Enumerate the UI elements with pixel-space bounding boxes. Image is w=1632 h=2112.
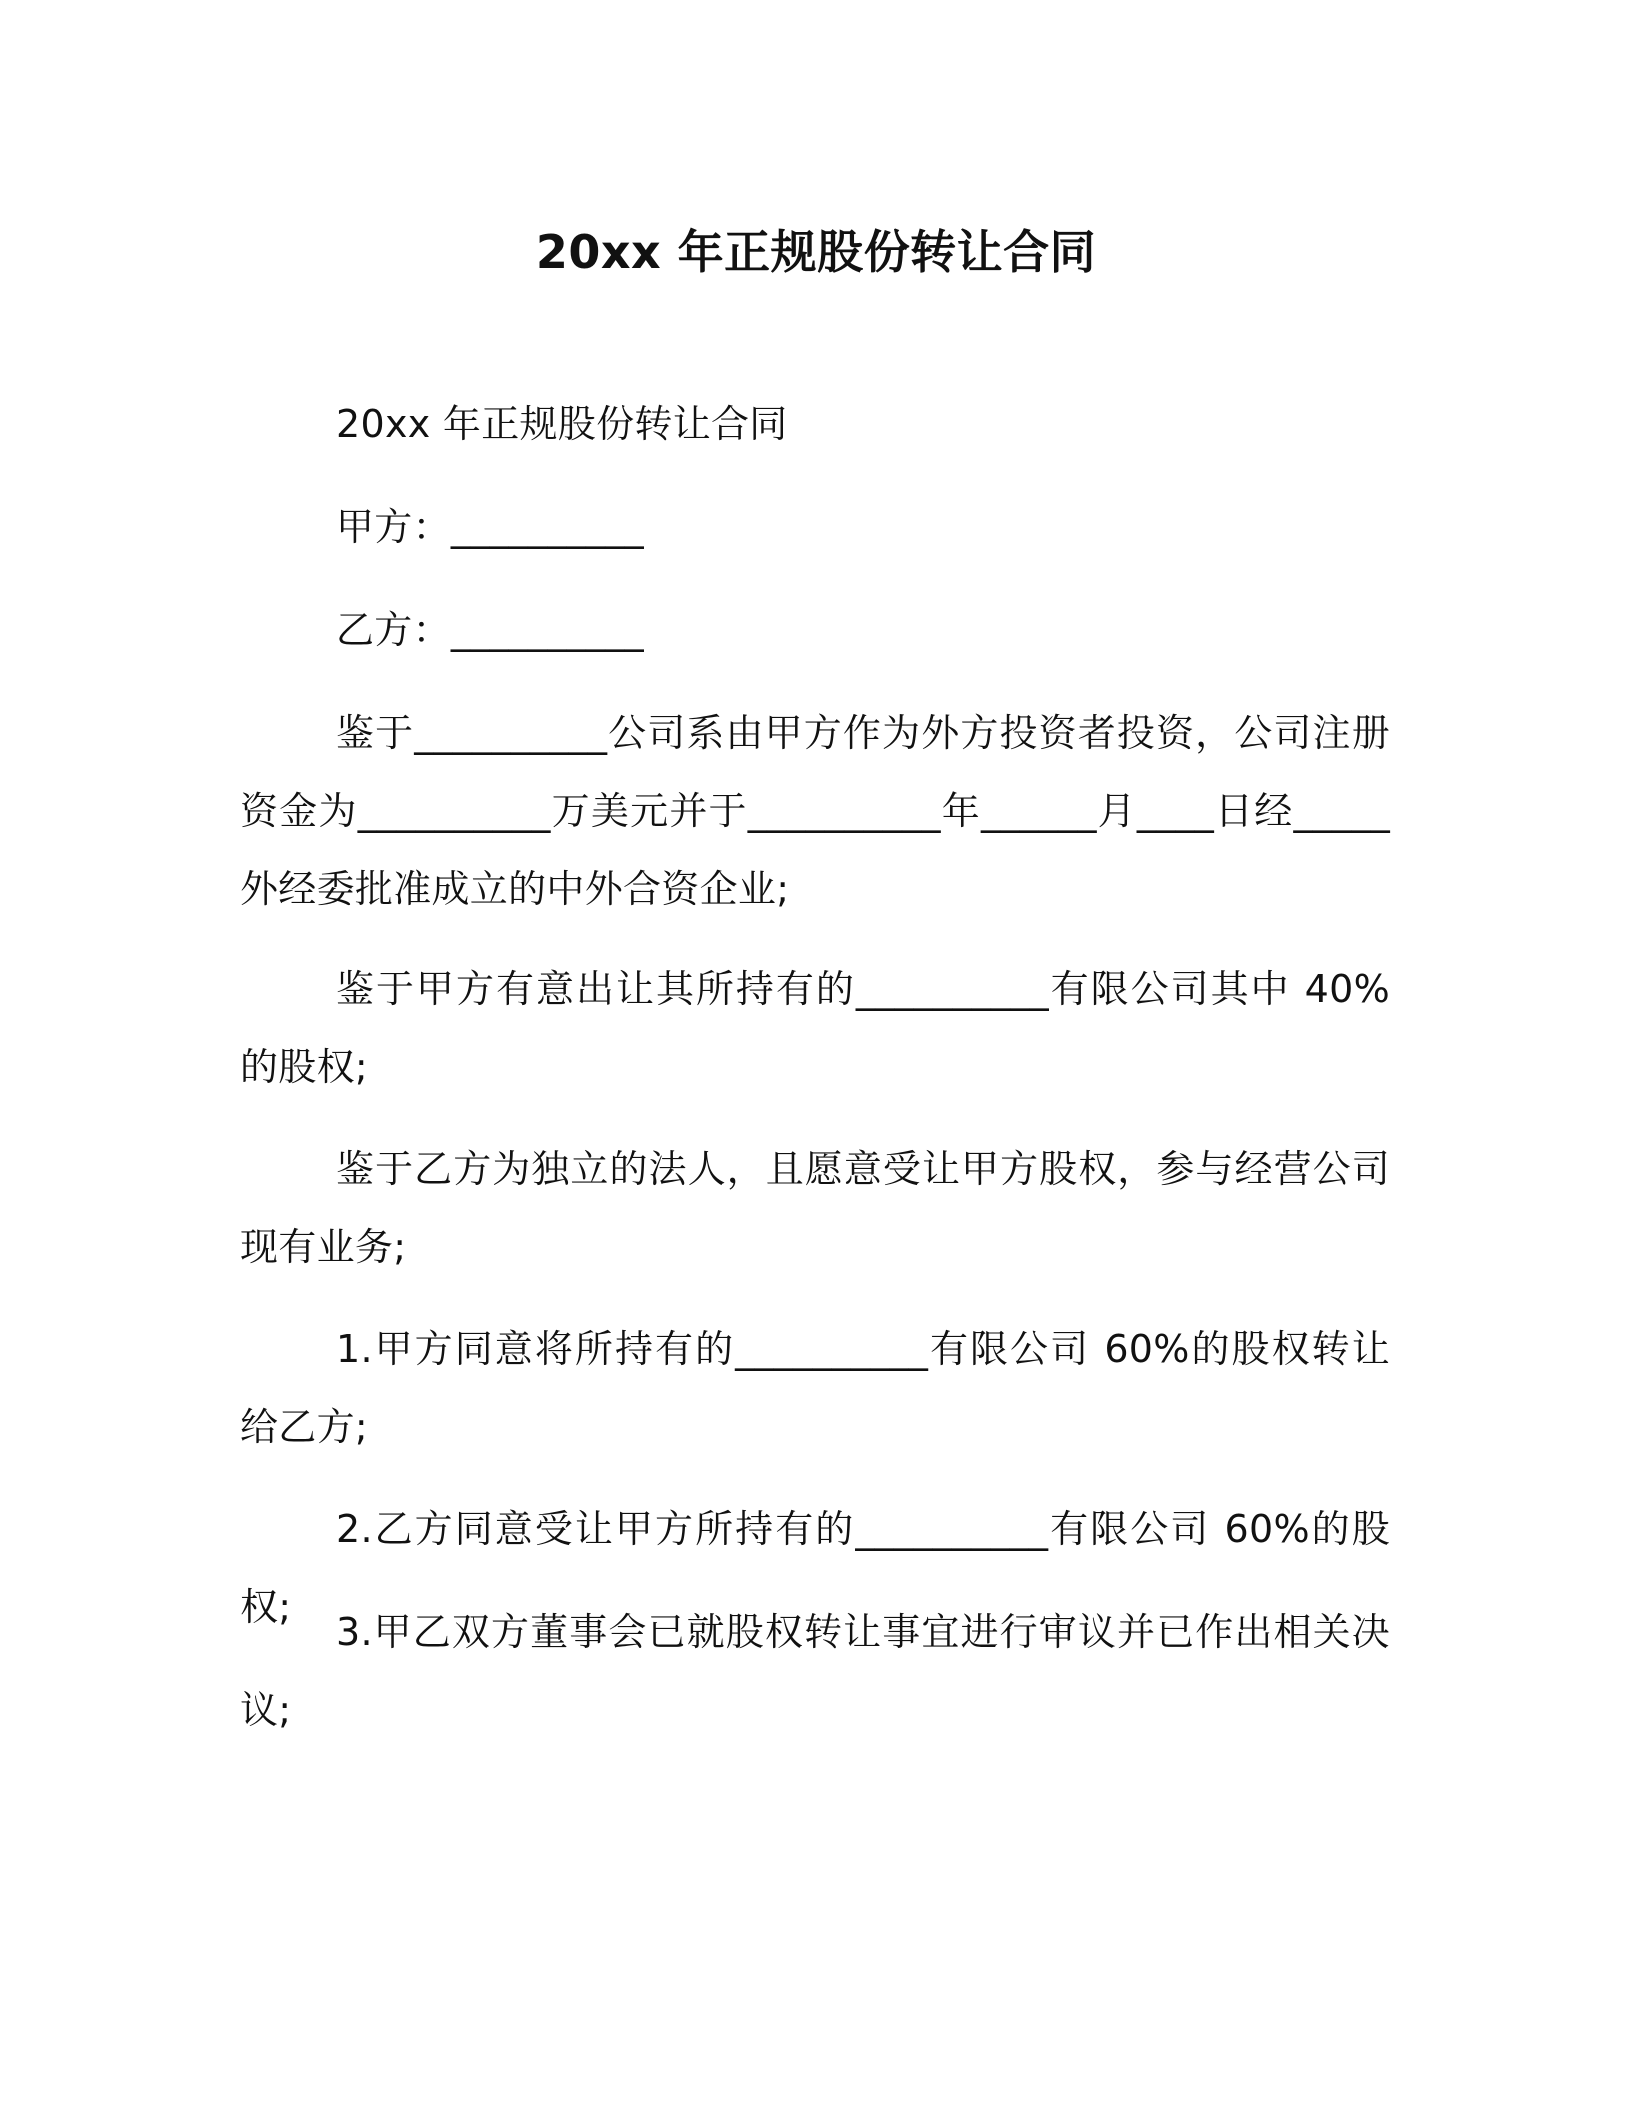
paragraph-recital-3: 鉴于乙方为独立的法人，且愿意受让甲方股权，参与经营公司现有业务; bbox=[240, 1147, 1390, 1269]
paragraph-clause-1-block bbox=[240, 1310, 1390, 1466]
paragraph-recital-2: 鉴于甲方有意出让其所持有的__________有限公司其中 40%的股权; bbox=[240, 967, 1390, 1089]
paragraph-recital-1-block bbox=[240, 694, 1390, 928]
paragraph-clause-1: 1.甲方同意将所持有的__________有限公司 60%的股权转让给乙方; bbox=[240, 1327, 1390, 1449]
party-a-line: 甲方：__________ bbox=[336, 505, 644, 549]
paragraph-recital-1: 鉴于__________公司系由甲方作为外方投资者投资，公司注册资金为__________万美元并于__________年______月____日经_____外经委批准成立的中外合资企业; bbox=[240, 711, 1390, 911]
paragraph-clause-3: 3.甲乙双方董事会已就股权转让事宜进行审议并已作出相关决议; bbox=[240, 1610, 1390, 1732]
paragraph-clause-3-block bbox=[240, 1593, 1390, 1749]
document-subtitle: 20xx 年正规股份转让合同 bbox=[336, 402, 788, 446]
document-title: 20xx 年正规股份转让合同 bbox=[535, 225, 1097, 279]
paragraph-recital-2-block bbox=[240, 950, 1390, 1106]
party-b-line: 乙方：__________ bbox=[336, 608, 644, 652]
paragraph-clause-2: 2.乙方同意受让甲方所持有的__________有限公司 60%的股权; bbox=[240, 1507, 1390, 1629]
paragraph-recital-3-block bbox=[240, 1130, 1390, 1286]
